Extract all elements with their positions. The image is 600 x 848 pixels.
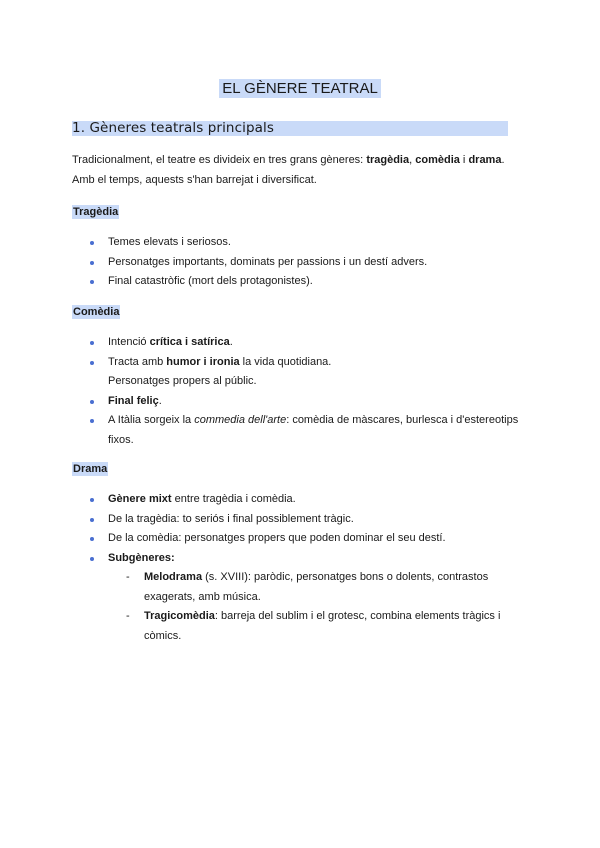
list-item-bold: Gènere mixt [108, 493, 172, 505]
bullet-icon [90, 341, 94, 345]
list-item-bold: Subgèneres: [108, 551, 175, 564]
intro-bold-comedia: comèdia [415, 154, 460, 166]
list-item [72, 233, 532, 253]
bullet-icon [90, 361, 94, 365]
subgenres-list [108, 568, 532, 646]
list-item [72, 272, 532, 292]
bullet-icon [90, 241, 94, 245]
list-item-text: Temes elevats i seriosos. [108, 236, 231, 248]
list-item [72, 510, 532, 530]
list-item-italic: commedia dell'arte [194, 414, 287, 426]
subheading-tragedia: Tragèdia [73, 206, 119, 218]
list-item [72, 253, 532, 273]
list-item [72, 392, 532, 412]
list-item [72, 411, 532, 450]
bullet-icon [90, 537, 94, 541]
list-item-text: Personatges importants, dominats per passions i un destí advers. [108, 255, 428, 268]
drama-list [72, 490, 532, 646]
list-item [72, 353, 532, 392]
list-item-text: . [158, 394, 162, 407]
list-item-bold: crítica i satírica [149, 336, 230, 348]
list-item-text: entre tragèdia i comèdia. [171, 493, 296, 505]
list-item [72, 490, 532, 510]
subheading-comedia: Comèdia [73, 306, 120, 318]
dash-marker: - [126, 610, 130, 622]
list-item-text: la vida quotidiana. [239, 355, 332, 368]
document-title-text: EL GÈNERE TEATRAL [219, 79, 381, 98]
intro-sep: i [459, 154, 469, 166]
bullet-icon [90, 261, 94, 265]
list-item-text: A Itàlia sorgeix la [108, 414, 195, 426]
bullet-icon [90, 557, 94, 561]
list-item-text: Tracta amb [108, 355, 167, 368]
intro-line2: Amb el temps, aquests s'han barrejat i diversificat. [72, 173, 317, 186]
list-item-text: De la comèdia: personatges propers que poden dominar el seu destí. [108, 532, 446, 544]
intro-sep: , [409, 154, 416, 166]
bullet-icon [90, 498, 94, 502]
bullet-icon [90, 419, 94, 423]
list-item-bold: humor i ironia [166, 355, 240, 368]
list-item [72, 549, 532, 647]
intro-end: . [501, 154, 505, 166]
list-item-text: Final catastròfic (mort dels protagonistes). [108, 275, 313, 287]
sublist-item [108, 568, 532, 607]
dash-marker: - [126, 571, 130, 583]
list-item-text: . [229, 336, 233, 348]
list-item [72, 333, 532, 353]
section-heading: 1. Gèneres teatrals principals [72, 121, 508, 136]
sublist-item [108, 607, 532, 646]
bullet-icon [90, 280, 94, 284]
bullet-icon [90, 400, 94, 404]
intro-bold-drama: drama [468, 154, 502, 166]
list-item-text: : comèdia de màscares, burlesca i d'estereotips fixos. [108, 414, 519, 446]
comedia-list [72, 333, 532, 450]
sublist-item-text: : barreja del sublim i el grotesc, combina elements tràgics i còmics. [144, 610, 501, 642]
intro-text: Tradicionalment, el teatre es divideix en tres grans gèneres: [72, 154, 367, 166]
list-item [72, 529, 532, 549]
list-item-text: De la tragèdia: to seriós i final possiblement tràgic. [108, 512, 354, 525]
sublist-item-bold: Tragicomèdia [144, 610, 215, 622]
intro-bold-tragedia: tragèdia [366, 154, 410, 166]
subheading-drama: Drama [73, 463, 108, 475]
bullet-icon [90, 518, 94, 522]
tragedia-list [72, 233, 532, 292]
list-item-text: Personatges propers al públic. [108, 375, 257, 387]
sublist-item-bold: Melodrama [144, 571, 203, 583]
list-item-text: Intenció [108, 336, 150, 348]
sublist-item-text: (s. XVIII): paròdic, personatges bons o dolents, contrastos exagerats, amb música. [144, 571, 489, 603]
intro-paragraph [72, 151, 532, 190]
list-item-bold: Final feliç [108, 394, 159, 407]
document-title [0, 80, 600, 97]
